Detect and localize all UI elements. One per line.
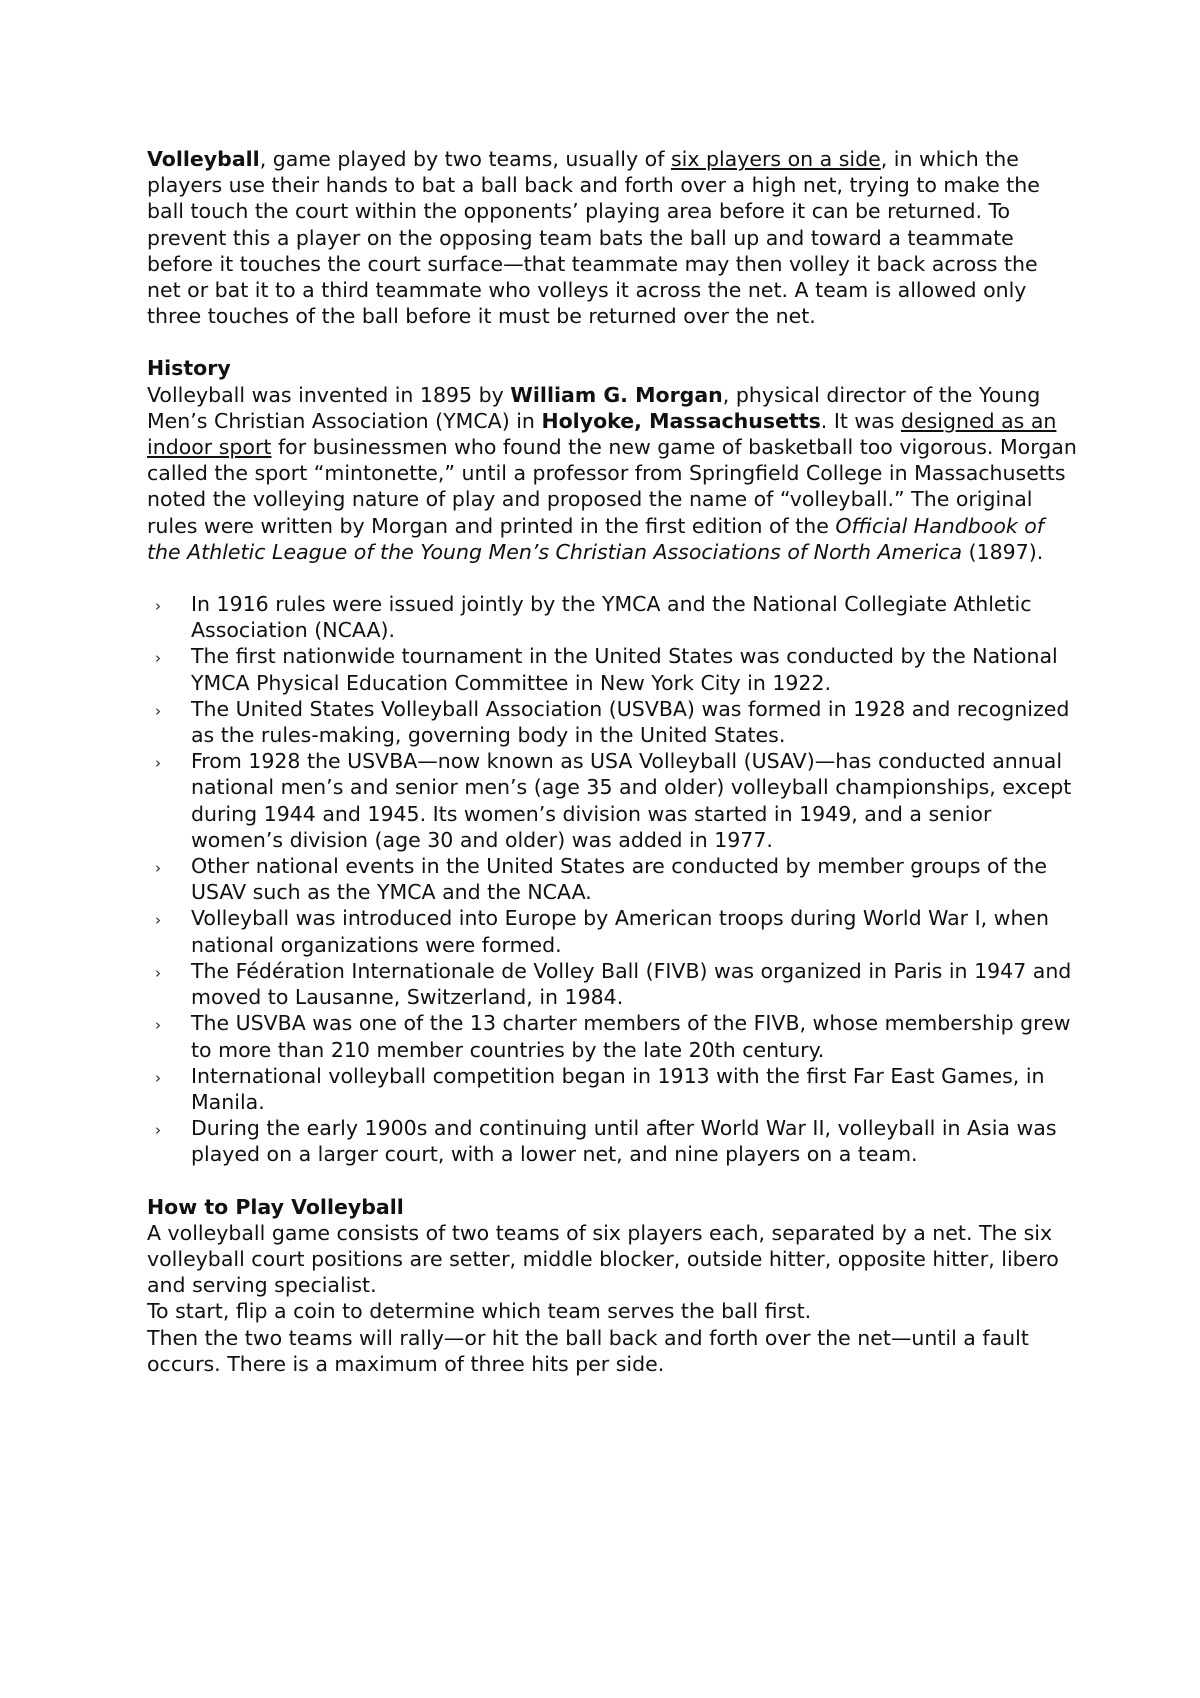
history-place: Holyoke, Massachusetts bbox=[541, 408, 821, 433]
history-text-1: Volleyball was invented in 1895 by bbox=[147, 382, 511, 407]
bullet-item bbox=[147, 905, 1077, 957]
history-text-3: . It was bbox=[820, 408, 901, 433]
bullet-text: The first nationwide tournament in the United States was conducted by the National YMCA Physical Education Committee in New York City in 1922. bbox=[191, 644, 1058, 695]
chevron-right-icon: › bbox=[155, 859, 161, 878]
bullet-item bbox=[147, 1010, 1077, 1062]
intro-paragraph bbox=[147, 146, 1077, 329]
bullet-text: In 1916 rules were issued jointly by the YMCA and the National Collegiate Athletic Association (NCAA). bbox=[191, 592, 1032, 643]
bullet-item bbox=[147, 748, 1077, 853]
bullet-item bbox=[147, 958, 1077, 1010]
chevron-right-icon: › bbox=[155, 1121, 161, 1140]
bullet-text: The USVBA was one of the 13 charter members of the FIVB, whose membership grew to more than 210 member countries by the late 20th century. bbox=[191, 1011, 1071, 1062]
history-paragraph bbox=[147, 382, 1077, 565]
intro-text-2: , in which the players use their hands to bat a ball back and forth over a high net, trying to make the ball touch the court within the opponents’ playing area before it can be returned. To prevent this a player on the opposing team bats the ball up and toward a teammate before it touches the court surface—that teammate may then volley it back across the net or bat it to a third teammate who volleys it across the net. A team is allowed only three touches of the ball before it must be returned over the net. bbox=[147, 147, 1040, 329]
intro-text-1: , game played by two teams, usually of bbox=[259, 147, 671, 171]
chevron-right-icon: › bbox=[155, 963, 161, 982]
howto-heading: How to Play Volleyball bbox=[147, 1194, 404, 1219]
bullet-text: During the early 1900s and continuing until after World War II, volleyball in Asia was played on a larger court, with a lower net, and nine players on a team. bbox=[191, 1116, 1057, 1167]
history-text-2: , physical director of the Young Men’s Christian Association (YMCA) in bbox=[147, 382, 1041, 433]
bullet-item bbox=[147, 1063, 1077, 1115]
chevron-right-icon: › bbox=[155, 701, 161, 720]
bullet-text: Volleyball was introduced into Europe by American troops during World War I, when national organizations were formed. bbox=[191, 906, 1050, 957]
history-text-5: (1897). bbox=[962, 539, 1044, 564]
bullet-text: From 1928 the USVBA—now known as USA Volleyball (USAV)—has conducted annual national men’s and senior men’s (age 35 and older) volleyball championships, except during 1944 and 1945. Its women’s division was started in 1949, and a senior women’s division (age 30 and older) was added in 1977. bbox=[191, 749, 1072, 852]
chevron-right-icon: › bbox=[155, 1068, 161, 1087]
history-book-title: Official Handbook of the Athletic League of the Young Men’s Christian Associations of North America bbox=[147, 513, 1045, 564]
bullet-item bbox=[147, 643, 1077, 695]
history-inventor: William G. Morgan bbox=[510, 382, 723, 407]
bullet-text: International volleyball competition began in 1913 with the first Far East Games, in Manila. bbox=[191, 1063, 1045, 1114]
bullet-text: The Fédération Internationale de Volley Ball (FIVB) was organized in Paris in 1947 and moved to Lausanne, Switzerland, in 1984. bbox=[191, 958, 1072, 1010]
bullet-item bbox=[147, 591, 1077, 643]
chevron-right-icon: › bbox=[155, 1016, 161, 1035]
bullet-text: Other national events in the United States are conducted by member groups of the USAV such as the YMCA and the NCAA. bbox=[191, 854, 1047, 905]
howto-paragraph-1: A volleyball game consists of two teams of six players each, separated by a net. The six volleyball court positions are setter, middle blocker, outside hitter, opposite hitter, libero and serving specialist. bbox=[147, 1220, 1059, 1298]
bullet-item bbox=[147, 696, 1077, 748]
history-link[interactable]: designed as an indoor sport bbox=[147, 408, 1057, 460]
history-heading: History bbox=[147, 356, 231, 381]
chevron-right-icon: › bbox=[155, 911, 161, 930]
bullet-item bbox=[147, 1115, 1077, 1167]
history-bullet-list bbox=[147, 591, 1077, 1167]
intro-term: Volleyball bbox=[147, 147, 260, 171]
document-page bbox=[147, 146, 1077, 1377]
chevron-right-icon: › bbox=[155, 597, 161, 616]
intro-link[interactable]: six players on a side bbox=[670, 147, 881, 171]
chevron-right-icon: › bbox=[155, 754, 161, 773]
history-text-4: for businessmen who found the new game of basketball too vigorous. Morgan called the sport “mintonette,” until a professor from Springfield College in Massachusetts noted the volleying nature of play and proposed the name of “volleyball.” The original rules were written by Morgan and printed in the first edition of the bbox=[147, 435, 1077, 538]
chevron-right-icon: › bbox=[155, 649, 161, 668]
bullet-text: The United States Volleyball Association (USVBA) was formed in 1928 and recognized as the rules-making, governing body in the United States. bbox=[191, 696, 1070, 748]
howto-paragraph-3: Then the two teams will rally—or hit the ball back and forth over the net—until a fault occurs. There is a maximum of three hits per side. bbox=[147, 1325, 1029, 1376]
howto-paragraph-2: To start, flip a coin to determine which team serves the ball first. bbox=[147, 1299, 812, 1324]
bullet-item bbox=[147, 853, 1077, 905]
